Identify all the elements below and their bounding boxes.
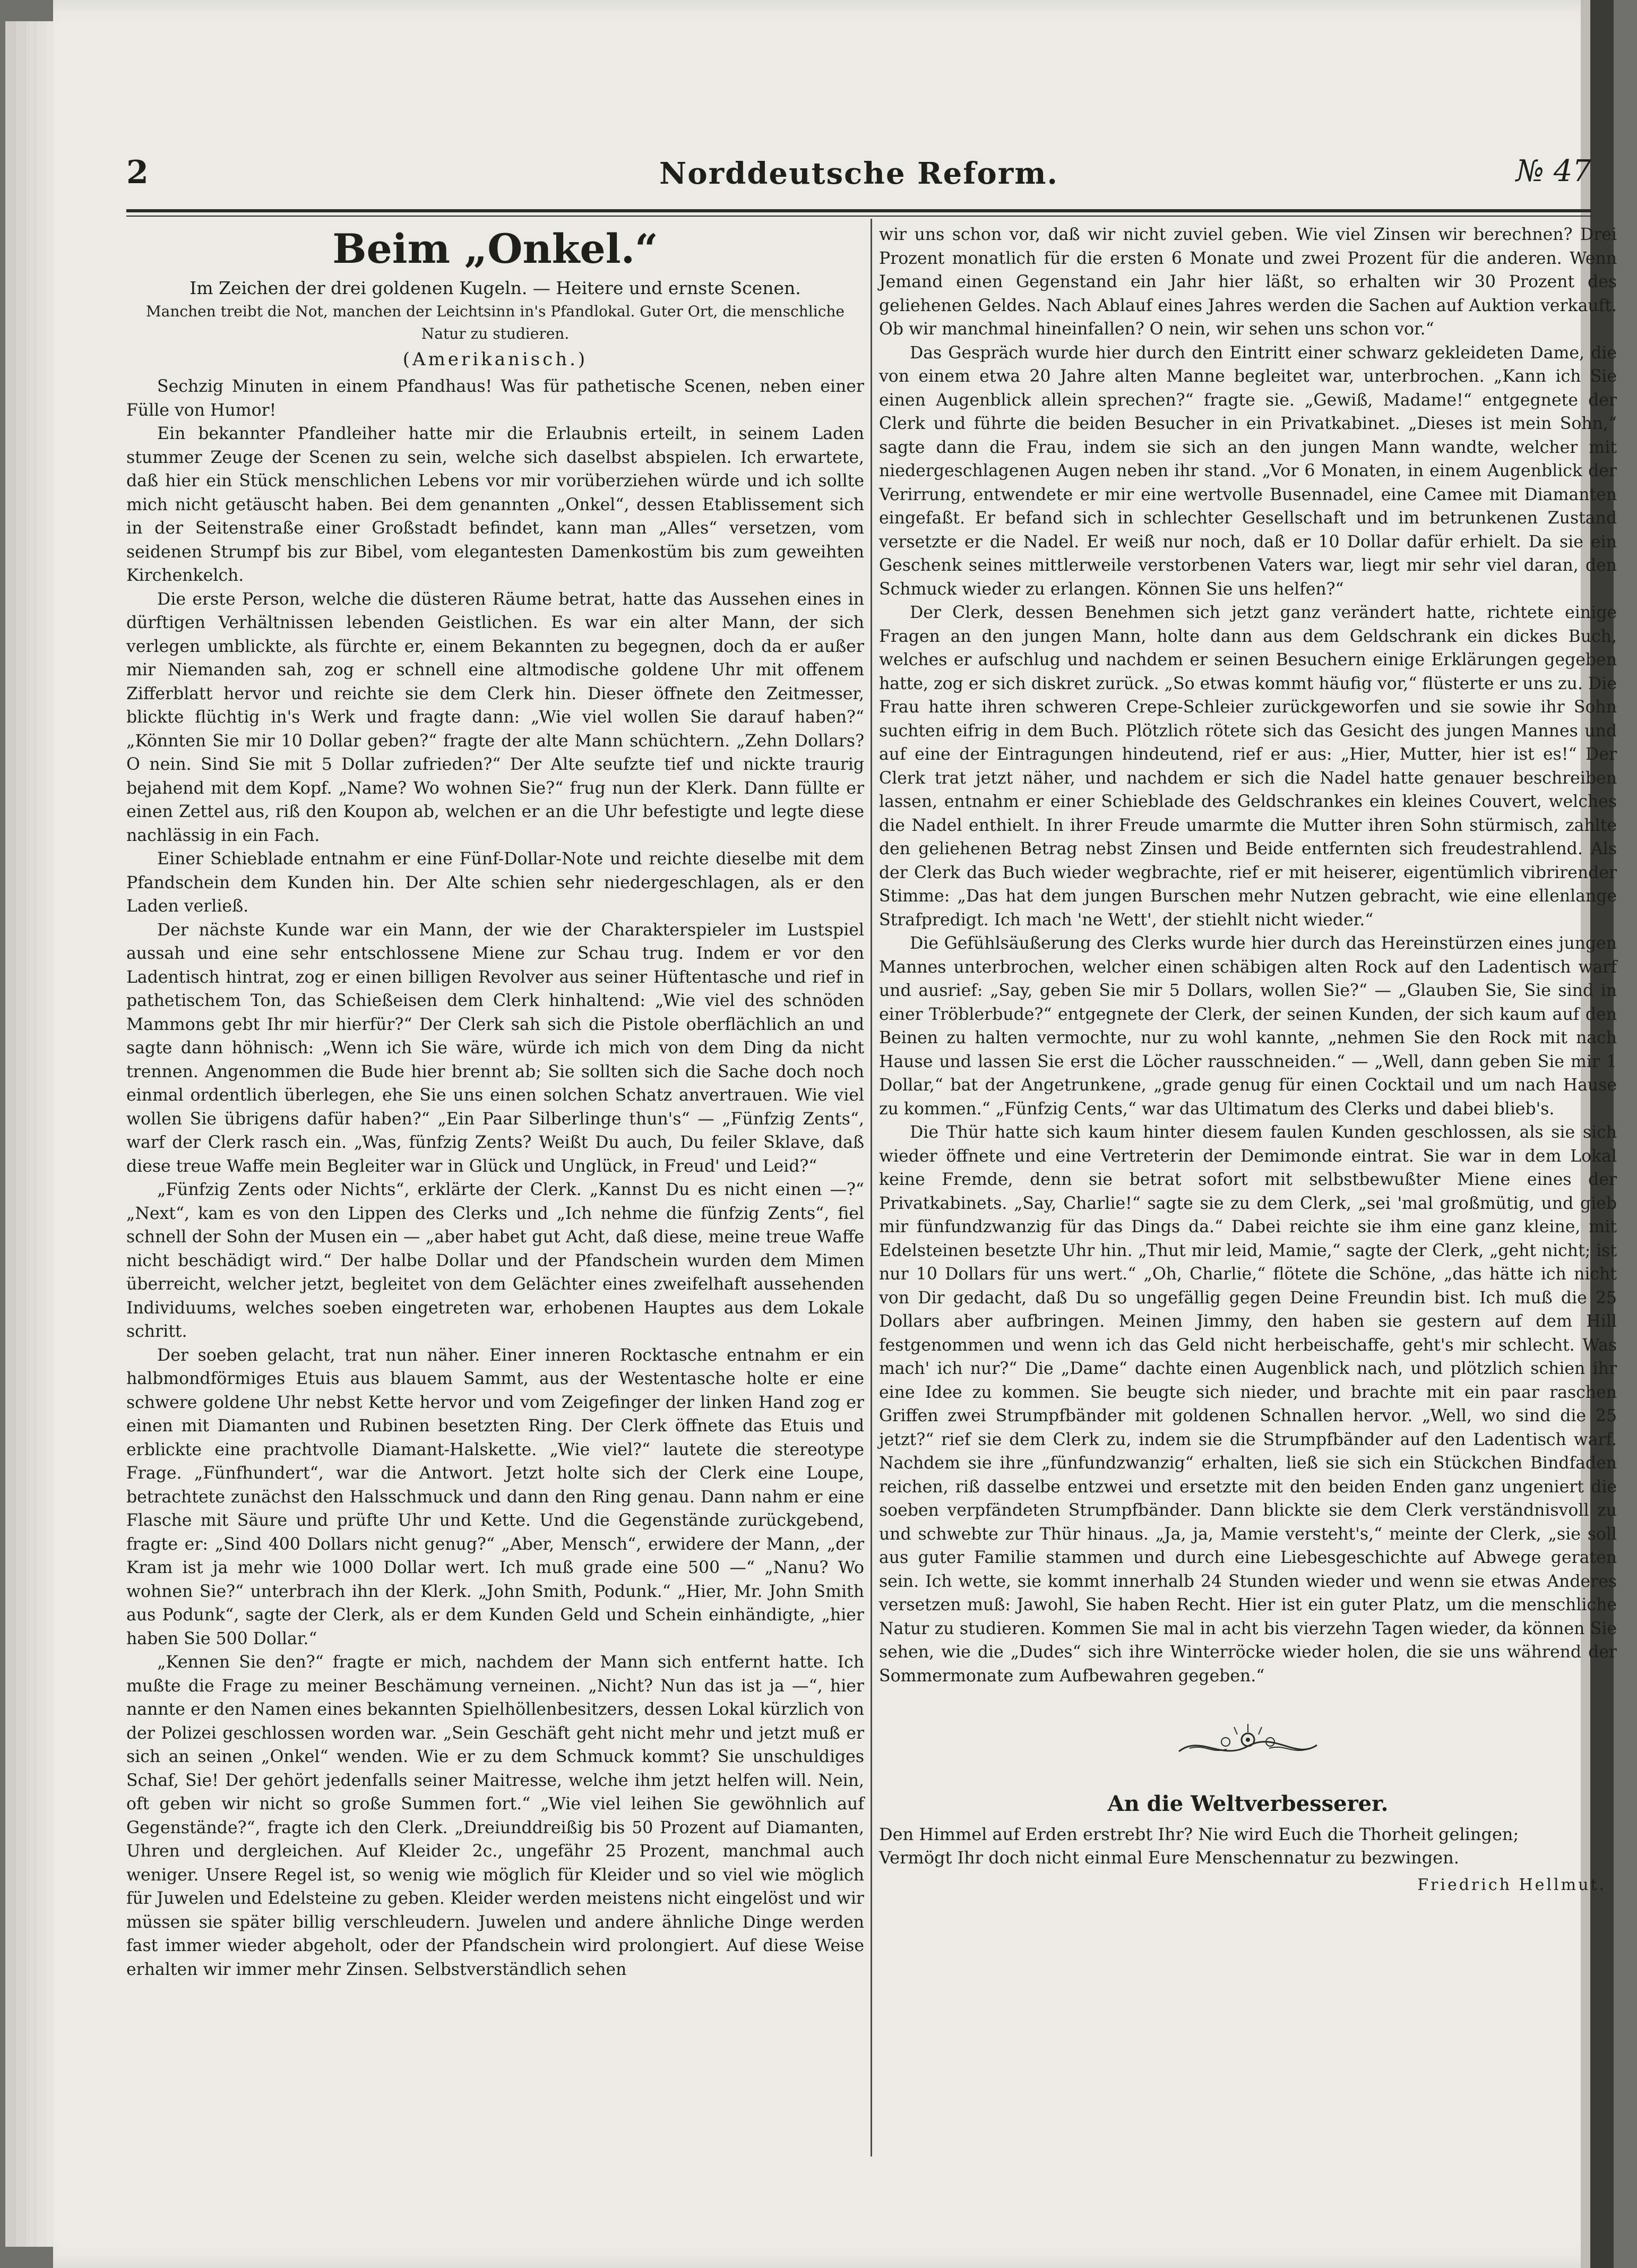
header-rule-thick bbox=[126, 209, 1591, 212]
article-paragraph: wir uns schon vor, daß wir nicht zuviel geben. Wie viel Zinsen wir berechnen? Drei Prozent monatlich für die ersten 6 Monate und zwei Prozent für die anderen. Wenn Jemand einen Gegenstand ein Jahr hier läßt, so erhalten wir 30 Prozent des geliehenen Geldes. Nach Ablauf eines Jahres werden die Sachen auf Auktion verkauft. Ob wir manchmal hineinfallen? O nein, wir sehen uns schon vor.“ bbox=[879, 225, 1617, 339]
article-paragraph: Sechzig Minuten in einem Pfandhaus! Was für pathetische Scenen, neben einer Fülle von Humor! bbox=[126, 377, 864, 420]
issue-number: № 47 bbox=[1515, 154, 1591, 188]
masthead-title: Norddeutsche Reform. bbox=[659, 156, 1058, 191]
article-motto: Manchen treibt die Not, manchen der Leichtsinn in's Pfandlokal. Guter Ort, die menschliche Natur zu studieren. bbox=[146, 303, 845, 342]
floral-ornament-icon bbox=[879, 1719, 1617, 1766]
article-title: Beim „Onkel.“ bbox=[332, 225, 658, 272]
poem-line: Vermögt Ihr doch nicht einmal Eure Menschennatur zu bezwingen. bbox=[879, 1848, 1459, 1868]
article-paragraph: „Kennen Sie den?“ fragte er mich, nachdem der Mann sich entfernt hatte. Ich mußte die Frage zu meiner Beschämung verneinen. „Nicht? Nun das ist ja —“, hier nannte er den Namen eines bekannten Spielhöllenbesitzers, dessen Lokal kürzlich von der Polizei geschlossen worden war. „Sein Geschäft geht nicht mehr und jetzt muß er sich an seinen „Onkel“ wenden. Wie er zu dem Schmuck kommt? Sie unschuldiges Schaf, Sie! Der gehört jedenfalls seiner Maitresse, welche ihm jetzt helfen will. Nein, oft geben wir nicht so große Summen fort.“ „Wie viel leihen Sie gewöhnlich auf Gegenstände?“, fragte ich den Clerk. „Dreiunddreißig bis 50 Prozent auf Diamanten, Uhren und dergleichen. Auf Kleider 2c., ungefähr 25 Prozent, manchmal auch weniger. Unsere Regel ist, so wenig wie möglich für Kleider und so viel wie möglich für Juwelen und Edelsteine zu geben. Kleider werden meistens nicht eingelöst und wir müssen sie später billig verschleudern. Juwelen und andere ähnliche Dinge werden fast immer wieder abgeholt, oder der Pfandschein wird prolongiert. Auf diese Weise erhalten wir immer mehr Zinsen. Selbstverständlich sehen bbox=[126, 1653, 864, 1979]
article-paragraph: Die Gefühlsäußerung des Clerks wurde hier durch das Hereinstürzen eines jungen Mannes unterbrochen, welcher einen schäbigen alten Rock auf den Ladentisch warf und ausrief: „Say, geben Sie mir 5 Dollars, wollen Sie?“ — „Glauben Sie, Sie sind in einer Tröblerbude?“ entgegnete der Clerk, der seinen Kunden, der sich kaum auf den Beinen zu halten vermochte, nur zu wohl kannte, „nehmen Sie den Rock mit nach Hause und lassen Sie erst die Löcher rausschneiden.“ — „Well, dann geben Sie mir 1 Dollar,“ bat der Angetrunkene, „grade genug für einen Cocktail und um nach Hause zu kommen.“ „Fünfzig Cents,“ war das Ultimatum des Clerks und dabei blieb's. bbox=[879, 934, 1617, 1119]
article-origin: (Amerikanisch.) bbox=[402, 349, 588, 370]
article-subtitle: Im Zeichen der drei goldenen Kugeln. — Heitere und ernste Scenen. bbox=[189, 278, 801, 298]
poem-title: An die Weltverbesserer. bbox=[1107, 1791, 1389, 1816]
poem-line: Den Himmel auf Erden erstrebt Ihr? Nie wird Euch die Thorheit gelingen; bbox=[879, 1824, 1519, 1844]
right-column bbox=[879, 223, 1617, 1897]
article-paragraph: Die erste Person, welche die düsteren Räume betrat, hatte das Aussehen eines in dürftigen Verhältnissen lebenden Geistlichen. Es war ein alter Mann, der sich verlegen umblickte, als fürchte er, einem Bekannten zu begegnen, doch da er außer mir Niemanden sah, zog er schnell eine altmodische goldene Uhr mit offenem Zifferblatt hervor und reichte sie dem Clerk hin. Dieser öffnete den Zeitmesser, blickte flüchtig in's Werk und fragte dann: „Wie viel wollen Sie darauf haben?“ „Könnten Sie mir 10 Dollar geben?“ fragte der alte Mann schüchtern. „Zehn Dollars? O nein. Sind Sie mit 5 Dollar zufrieden?“ Der Alte seufzte tief und nickte traurig bejahend mit dem Kopf. „Name? Wo wohnen Sie?“ frug nun der Klerk. Dann füllte er einen Zettel aus, riß den Koupon ab, welchen er an die Uhr befestigte und legte diese nachlässig in ein Fach. bbox=[126, 589, 864, 845]
article-paragraph: Das Gespräch wurde hier durch den Eintritt einer schwarz gekleideten Dame, die von einem etwa 20 Jahre alten Manne begleitet war, unterbrochen. „Kann ich Sie einen Augenblick allein sprechen?“ fragte sie. „Gewiß, Madame!“ entgegnete der Clerk und führte die beiden Besucher in ein Privatkabinet. „Dieses ist mein Sohn,“ sagte dann die Frau, indem sie sich an den jungen Mann wandte, welcher mit niedergeschlagenen Augen neben ihr stand. „Vor 6 Monaten, in einem Augenblick der Verirrung, entwendete er mir eine wertvolle Busennadel, eine Camee mit Diamanten eingefaßt. Er befand sich in schlechter Gesellschaft und im betrunkenen Zustand versetzte er die Nadel. Er weiß nur noch, daß er 10 Dollar dafür erhielt. Da sie ein Geschenk seines mittlerweile verstorbenen Vaters war, liegt mir sehr viel daran, den Schmuck wieder zu erlangen. Können Sie uns helfen?“ bbox=[879, 343, 1617, 599]
poem-author: Friedrich Hellmut. bbox=[1417, 1876, 1606, 1894]
article-paragraph: Der nächste Kunde war ein Mann, der wie der Charakterspieler im Lustspiel aussah und eine sehr entschlossene Miene zur Schau trug. Indem er vor den Ladentisch hintrat, zog er einen billigen Revolver aus seiner Hüftentasche und rief in pathetischem Ton, das Schießeisen dem Clerk hinhaltend: „Wie viel des schnöden Mammons gebt Ihr mir hierfür?“ Der Clerk sah sich die Pistole oberflächlich an und sagte dann höhnisch: „Wenn ich Sie wäre, würde ich mich von dem Ding da nicht trennen. Angenommen die Bude hier brennt ab; Sie sollten sich die Sache doch noch einmal ordentlich überlegen, ehe Sie uns einen solchen Schatz anvertrauen. Wie viel wollen Sie übrigens dafür haben?“ „Ein Paar Silberlinge thun's“ — „Fünfzig Zents“, warf der Clerk rasch ein. „Was, fünfzig Zents? Weißt Du auch, Du feiler Sklave, daß diese treue Waffe mein Begleiter war in Glück und Unglück, in Freud' und Leid?“ bbox=[126, 920, 864, 1176]
article-paragraph: Der soeben gelacht, trat nun näher. Einer inneren Rocktasche entnahm er ein halbmondförmiges Etuis aus blauem Sammt, aus der Westentasche holte er eine schwere goldene Uhr nebst Kette hervor und vom Zeigefinger der linken Hand zog er einen mit Diamanten und Rubinen besetzten Ring. Der Clerk öffnete das Etuis und erblickte eine prachtvolle Diamant-Halskette. „Wie viel?“ lautete die stereotype Frage. „Fünfhundert“, war die Antwort. Jetzt holte sich der Clerk eine Loupe, betrachtete zunächst den Halsschmuck und dann den Ring genau. Dann nahm er eine Flasche mit Säure und prüfte Uhr und Kette. Und die Gegenstände zurückgebend, fragte er: „Sind 400 Dollars nicht genug?“ „Aber, Mensch“, erwidere der Mann, „der Kram ist ja mehr wie 1000 Dollar wert. Ich muß grade eine 500 —“ „Nanu? Wo wohnen Sie?“ unterbrach ihn der Klerk. „John Smith, Podunk.“ „Hier, Mr. John Smith aus Podunk“, sagte der Clerk, als er dem Kunden Geld und Schein einhändigte, „hier haben Sie 500 Dollar.“ bbox=[126, 1345, 864, 1648]
page-header bbox=[126, 149, 1591, 191]
header-rule-thin bbox=[126, 216, 1591, 217]
column-separator bbox=[871, 219, 872, 2157]
article-paragraph: Der Clerk, dessen Benehmen sich jetzt ganz verändert hatte, richtete einige Fragen an den jungen Mann, holte dann aus dem Geldschrank ein dickes Buch, welches er aufschlug und nachdem er seinen Besuchern einige Erklärungen gegeben hatte, zog er sich diskret zurück. „So etwas kommt häufig vor,“ flüsterte er uns zu. Die Frau hatte ihren schweren Crepe-Schleier zurückgeworfen und sie sowie ihr Sohn suchten eifrig in dem Buch. Plötzlich rötete sich das Gesicht des jungen Mannes und auf eine der Eintragungen hindeutend, rief er aus: „Hier, Mutter, hier ist es!“ Der Clerk trat jetzt näher, und nachdem er sich die Nadel hatte genauer beschreiben lassen, entnahm er einer Schieblade des Geldschrankes ein kleines Couvert, welches die Nadel enthielt. In ihrer Freude umarmte die Mutter ihren Sohn stürmisch, zahlte den geliehenen Betrag nebst Zinsen und Beide entfernten sich freudestrahlend. Als der Clerk das Buch wieder wegbrachte, rief er mit heiserer, eigentümlich vibrirender Stimme: „Das hat dem jungen Burschen mehr Nutzen gebracht, wie eine ellenlange Strafpredigt. Ich mach 'ne Wett', der stiehlt nicht wieder.“ bbox=[879, 603, 1617, 930]
article-paragraph: Die Thür hatte sich kaum hinter diesem faulen Kunden geschlossen, als sie sich wieder öffnete und eine Vertreterin der Demimonde eintrat. Sie war in dem Lokal keine Fremde, denn sie betrat sofort mit selbstbewußter Miene eines der Privatkabinets. „Say, Charlie!“ sagte sie zu dem Clerk, „sei 'mal großmütig, und gieb mir fünfundzwanzig für das Dings da.“ Dabei reichte sie ihm eine ganz kleine, mit Edelsteinen besetzte Uhr hin. „Thut mir leid, Mamie,“ sagte der Clerk, „geht nicht; ist nur 10 Dollars für uns wert.“ „Oh, Charlie,“ flötete die Schöne, „das hätte ich nicht von Dir gedacht, daß Du so ungefällig gegen Deine Freundin bist. Ich muß die 25 Dollars aber aufbringen. Meinen Jimmy, den haben sie gestern auf dem Hill festgenommen und wenn ich das Geld nicht herbeischaffe, geht's mir schlecht. Was mach' ich nur?“ Die „Dame“ dachte einen Augenblick nach, und plötzlich schien ihr eine Idee zu kommen. Sie beugte sich nieder, und brachte mit ein paar raschen Griffen zwei Strumpfbänder mit goldenen Schnallen hervor. „Well, wo sind die 25 jetzt?“ rief sie dem Clerk zu, indem sie die Strumpfbänder auf den Ladentisch warf. Nachdem sie ihre „fünfundzwanzig“ erhalten, ließ sie sich ein Stückchen Bindfaden reichen, riß dasselbe entzwei und ersetzte mit den beiden Enden ganz ungeniert die soeben verpfändeten Strumpfbänder. Dann blickte sie dem Clerk verständnisvoll zu und schwebte zur Thür hinaus. „Ja, ja, Mamie versteht's,“ meinte der Clerk, „sie soll aus guter Familie stammen und durch eine Liebesgeschichte auf Abwege geraten sein. Ich wette, sie kommt innerhalb 24 Stunden wieder und wenn sie etwas Anderes versetzen muß: Jawohl, Sie haben Recht. Hier ist ein guter Platz, um die menschliche Natur zu studieren. Kommen Sie mal in acht bis vierzehn Tagen wieder, da können Sie sehen, wie die „Dudes“ sich ihre Winterröcke wieder holen, die sie uns während der Sommermonate zum Aufbewahren gegeben.“ bbox=[879, 1123, 1617, 1686]
article-paragraph: Ein bekannter Pfandleiher hatte mir die Erlaubnis erteilt, in seinem Laden stummer Zeuge der Scenen zu sein, welche sich daselbst abspielen. Ich erwartete, daß hier ein Stück menschlichen Lebens vor mir vorüberziehen würde und ich sollte mich nicht getäuscht haben. Bei dem genannten „Onkel“, dessen Etablissement sich in der Seitenstraße einer Großstadt befindet, kann man „Alles“ versetzen, vom seidenen Strumpf bis zur Bibel, vom elegantesten Damenkostüm bis zum geweihten Kirchenkelch. bbox=[126, 424, 864, 585]
page-number: 2 bbox=[126, 154, 149, 191]
article-paragraph: Einer Schieblade entnahm er eine Fünf-Dollar-Note und reichte dieselbe mit dem Pfandschein dem Kunden hin. Der Alte schien sehr niedergeschlagen, als er den Laden verließ. bbox=[126, 849, 864, 916]
article-paragraph: „Fünfzig Zents oder Nichts“, erklärte der Clerk. „Kannst Du es nicht einen —?“ „Next“, kam es von den Lippen des Clerks und „Ich nehme die fünfzig Zents“, fiel schnell der Sohn der Musen ein — „aber habet gut Acht, daß diese, meine treue Waffe nicht beschädigt wird.“ Der halbe Dollar und der Pfandschein wurden dem Mimen überreicht, welcher jetzt, begleitet von dem Gelächter eines zweifelhaft aussehenden Individuums, welches soeben eingetreten war, erhobenen Hauptes aus dem Lokale schritt. bbox=[126, 1180, 864, 1341]
left-column bbox=[126, 223, 864, 1981]
